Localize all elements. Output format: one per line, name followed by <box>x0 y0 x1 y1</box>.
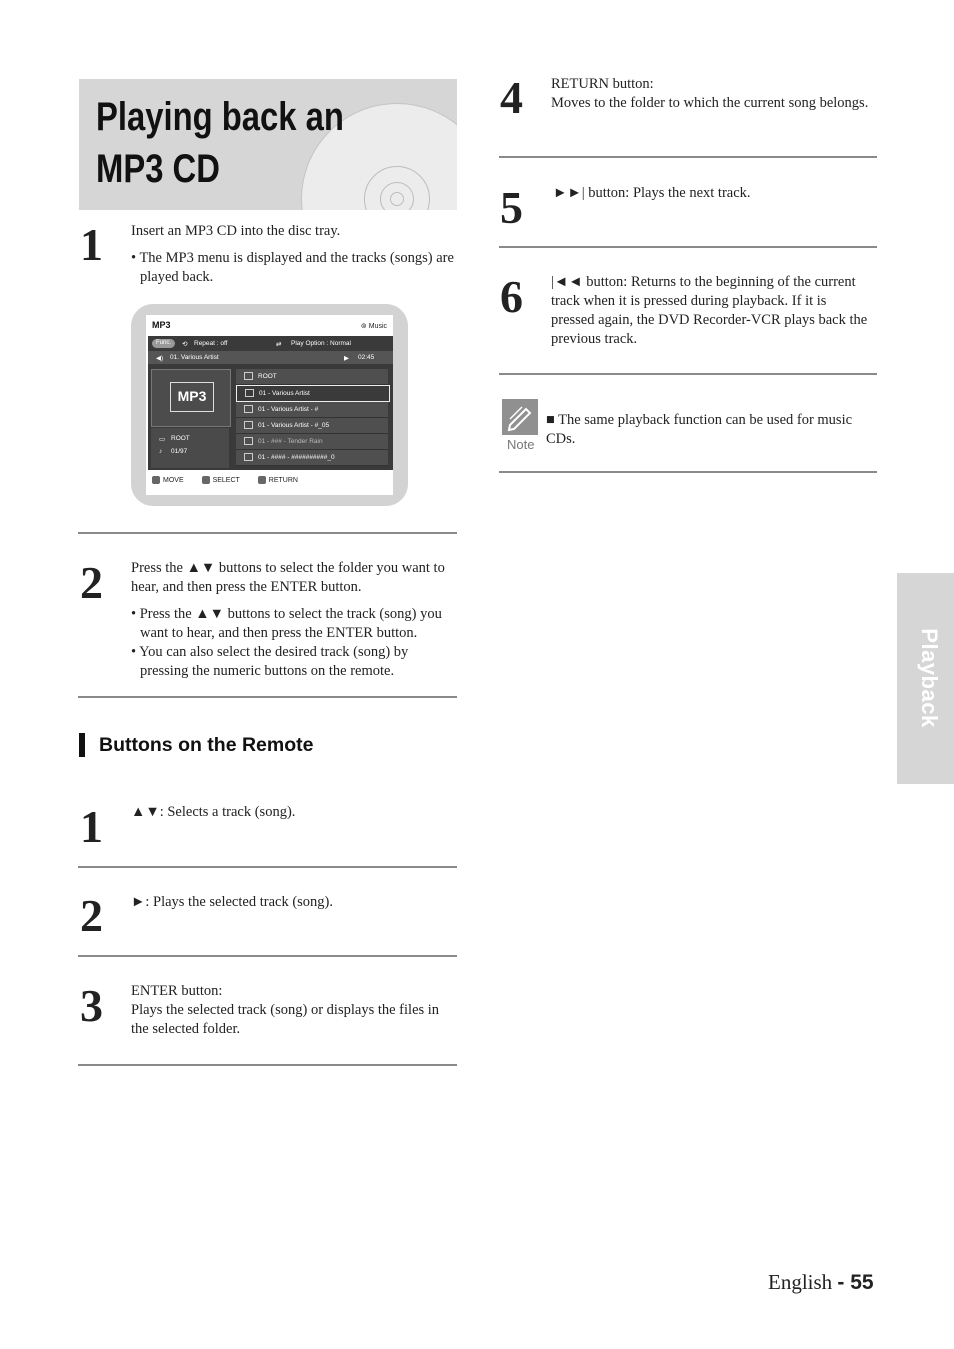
list-item[interactable]: 01 - Various Artist - # <box>236 402 388 418</box>
divider <box>499 246 877 248</box>
speaker-icon: ◀) <box>156 355 164 362</box>
function-bar <box>148 336 393 351</box>
list-item[interactable]: 01 - ### - Tender Rain <box>236 434 388 450</box>
remote-step-4-line2: Moves to the folder to which the current song belongs. <box>551 95 869 111</box>
remote-step-2-text: ►: Plays the selected track (song). <box>131 894 333 910</box>
step-1-text: Insert an MP3 CD into the disc tray. <box>131 223 341 239</box>
list-item[interactable]: 01 - Various Artist - #_05 <box>236 418 388 434</box>
screen-header: MP3 <box>152 320 171 330</box>
divider <box>78 696 457 698</box>
step-number: 5 <box>500 182 523 233</box>
step-number: 2 <box>80 557 103 608</box>
folder-info <box>151 428 229 468</box>
divider <box>78 532 457 534</box>
step-number: 6 <box>500 271 523 322</box>
remote-step-3-line1: ENTER button: <box>131 983 223 999</box>
left-count: 01/97 <box>171 448 188 455</box>
move-icon <box>152 476 160 484</box>
play-option: Play Option : Normal <box>291 340 351 347</box>
track-list <box>236 369 392 469</box>
divider <box>78 1064 457 1066</box>
play-option-icon: ⇄ <box>276 341 282 348</box>
step-text <box>551 75 871 113</box>
page-number: - 55 <box>837 1271 874 1294</box>
step-2-bullet-1: • Press the ▲▼ buttons to select the track (song) you want to hear, and then press the ENTER button. <box>131 606 442 641</box>
page-title: Playing back an MP3 CD <box>96 95 344 191</box>
step-text <box>131 222 456 287</box>
mp3-logo <box>151 369 231 427</box>
side-tab-label: Playback <box>917 628 942 728</box>
left-folder: ROOT <box>171 435 190 442</box>
step-number: 4 <box>500 72 523 123</box>
divider <box>499 156 877 158</box>
now-playing: 01. Various Artist <box>170 354 219 361</box>
func-badge: Func. <box>152 339 175 348</box>
music-file-icon: ♪ <box>159 448 163 455</box>
page-footer <box>768 1270 874 1295</box>
remote-step-6-text: |◄◄ button: Returns to the beginning of the current track when it is pressed during playback. If it is pressed again, the DVD Recorder-VCR plays back the previous track. <box>551 274 868 347</box>
move-control: MOVE <box>152 476 184 484</box>
now-playing-bar <box>148 351 393 364</box>
remote-step-3-line2: Plays the selected track (song) or displays the files in the selected folder. <box>131 1002 440 1037</box>
step-number: 2 <box>80 890 103 941</box>
step-text <box>131 559 457 681</box>
title-banner <box>79 79 457 210</box>
divider <box>499 373 877 375</box>
step-1-bullet: • The MP3 menu is displayed and the tracks (songs) are played back. <box>131 250 454 285</box>
remote-step-5-text: ►►| button: Plays the next track. <box>553 185 751 201</box>
note-label: Note <box>507 437 535 452</box>
repeat-icon: ⟲ <box>182 341 188 348</box>
list-item[interactable]: ROOT <box>236 369 388 385</box>
step-number: 3 <box>80 980 103 1031</box>
footer-language: English <box>768 1270 833 1294</box>
return-icon <box>258 476 266 484</box>
track-time: 02:45 <box>358 354 375 361</box>
repeat-status: Repeat : off <box>194 340 228 347</box>
play-icon: ▶ <box>344 355 349 362</box>
list-item-selected[interactable]: 01 - Various Artist <box>236 385 390 402</box>
remote-step-1-text: ▲▼: Selects a track (song). <box>131 804 296 820</box>
list-item[interactable]: 01 - #### - ##########_0 <box>236 450 388 466</box>
step-2-bullet-2: • You can also select the desired track (song) by pressing the numeric buttons on the remote. <box>131 644 409 679</box>
divider <box>78 955 457 957</box>
step-text <box>131 982 457 1039</box>
side-tab <box>897 573 954 784</box>
step-number: 1 <box>80 219 103 270</box>
divider <box>499 471 877 473</box>
folder-icon: ▭ <box>159 436 166 443</box>
note-text: ■ The same playback function can be used for music CDs. <box>546 412 853 447</box>
step-2-text: Press the ▲▼ buttons to select the folder you want to hear, and then press the ENTER button. <box>131 560 445 595</box>
select-control: SELECT <box>202 476 240 484</box>
screen-controls <box>152 476 314 484</box>
divider <box>78 866 457 868</box>
mp3-logo-text: MP3 <box>170 382 214 412</box>
section-heading: Buttons on the Remote <box>79 733 314 757</box>
mp3-menu-screen <box>146 315 393 495</box>
select-icon <box>202 476 210 484</box>
screen-panel <box>148 336 393 470</box>
music-label: ⊚ Music <box>360 323 387 330</box>
step-number: 1 <box>80 801 103 852</box>
return-control: RETURN <box>258 476 298 484</box>
remote-step-4-line1: RETURN button: <box>551 76 654 92</box>
note-pencil-icon <box>502 399 538 435</box>
